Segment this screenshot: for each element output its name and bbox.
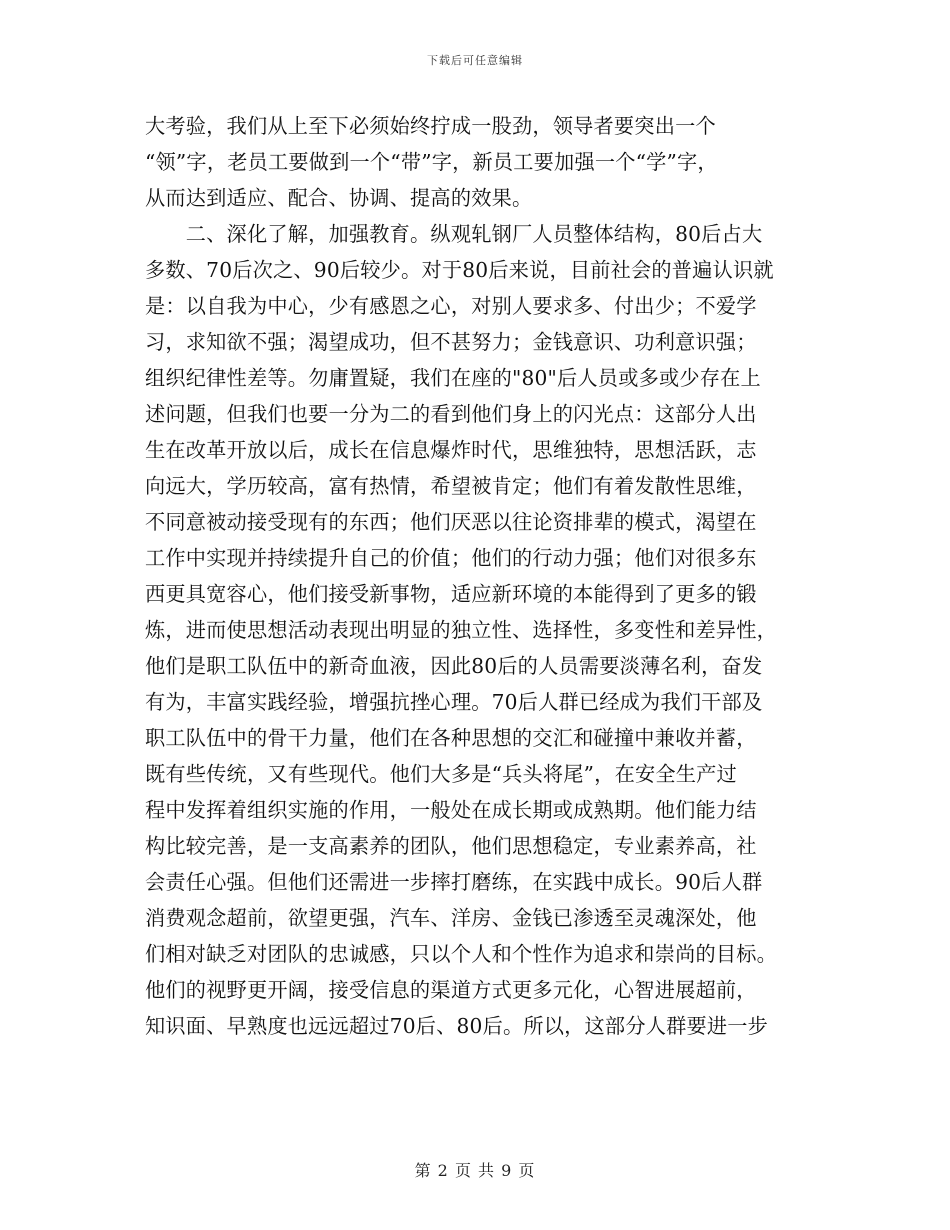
text-line-4: 二、深化了解，加强教育。纵观轧钢厂人员整体结构，80后占大 (145, 222, 763, 246)
text-line-15: 炼，进而使思想活动表现出明显的独立性、选择性，多变性和差异性， (145, 618, 778, 642)
text-line-8: 组织纪律性差等。勿庸置疑，我们在座的"80"后人员或多或少存在上 (145, 366, 761, 390)
text-line-10: 生在改革开放以后，成长在信息爆炸时代，思维独特，思想活跃，志 (145, 438, 757, 462)
text-line-14: 西更具宽容心，他们接受新事物，适应新环境的本能得到了更多的锻 (145, 582, 757, 606)
text-line-5: 多数、70后次之、90后较少。对于80后来说，目前社会的普遍认识就 (145, 258, 774, 282)
text-line-24: 们相对缺乏对团队的忠诚感，只以个人和个性作为追求和崇尚的目标。 (145, 942, 778, 966)
text-line-19: 既有些传统，又有些现代。他们大多是“兵头将尾”，在安全生产过 (145, 762, 737, 786)
text-line-1: 大考验，我们从上至下必须始终拧成一股劲，领导者要突出一个 (145, 114, 716, 138)
page-footer: 第 2 页 共 9 页 (414, 1161, 536, 1180)
text-line-17: 有为，丰富实践经验，增强抗挫心理。70后人群已经成为我们干部及 (145, 690, 763, 714)
text-line-20: 程中发挥着组织实施的作用，一般处在成长期或成熟期。他们能力结 (145, 798, 757, 822)
text-line-12: 不同意被动接受现有的东西；他们厌恶以往论资排辈的模式，渴望在 (145, 510, 757, 534)
text-line-9: 述问题，但我们也要一分为二的看到他们身上的闪光点：这部分人出 (145, 402, 757, 426)
text-line-11: 向远大，学历较高，富有热情，希望被肯定；他们有着发散性思维， (145, 474, 757, 498)
text-line-16: 他们是职工队伍中的新奇血液，因此80后的人员需要淡薄名利，奋发 (145, 654, 763, 678)
text-line-21: 构比较完善，是一支高素养的团队，他们思想稳定，专业素养高，社 (145, 834, 757, 858)
text-line-3: 从而达到适应、配合、协调、提高的效果。 (145, 186, 533, 210)
text-line-25: 他们的视野更开阔，接受信息的渠道方式更多元化，心智进展超前， (145, 978, 757, 1002)
text-line-2: “领”字，老员工要做到一个“带”字，新员工要加强一个“学”字， (145, 150, 718, 174)
document-body (145, 108, 820, 1044)
page-header: 下载后可任意编辑 (427, 54, 523, 67)
text-line-22: 会责任心强。但他们还需进一步摔打磨练，在实践中成长。90后人群 (145, 870, 763, 894)
text-line-6: 是：以自我为中心，少有感恩之心，对别人要求多、付出少；不爱学 (145, 294, 757, 318)
text-line-18: 职工队伍中的骨干力量，他们在各种思想的交汇和碰撞中兼收并蓄， (145, 726, 757, 750)
text-line-26: 知识面、早熟度也远远超过70后、80后。所以，这部分人群要进一步 (145, 1014, 769, 1038)
text-line-7: 习，求知欲不强；渴望成功，但不甚努力；金钱意识、功利意识强； (145, 330, 757, 354)
text-line-13: 工作中实现并持续提升自己的价值；他们的行动力强；他们对很多东 (145, 546, 757, 570)
text-line-23: 消费观念超前，欲望更强，汽车、洋房、金钱已渗透至灵魂深处，他 (145, 906, 757, 930)
